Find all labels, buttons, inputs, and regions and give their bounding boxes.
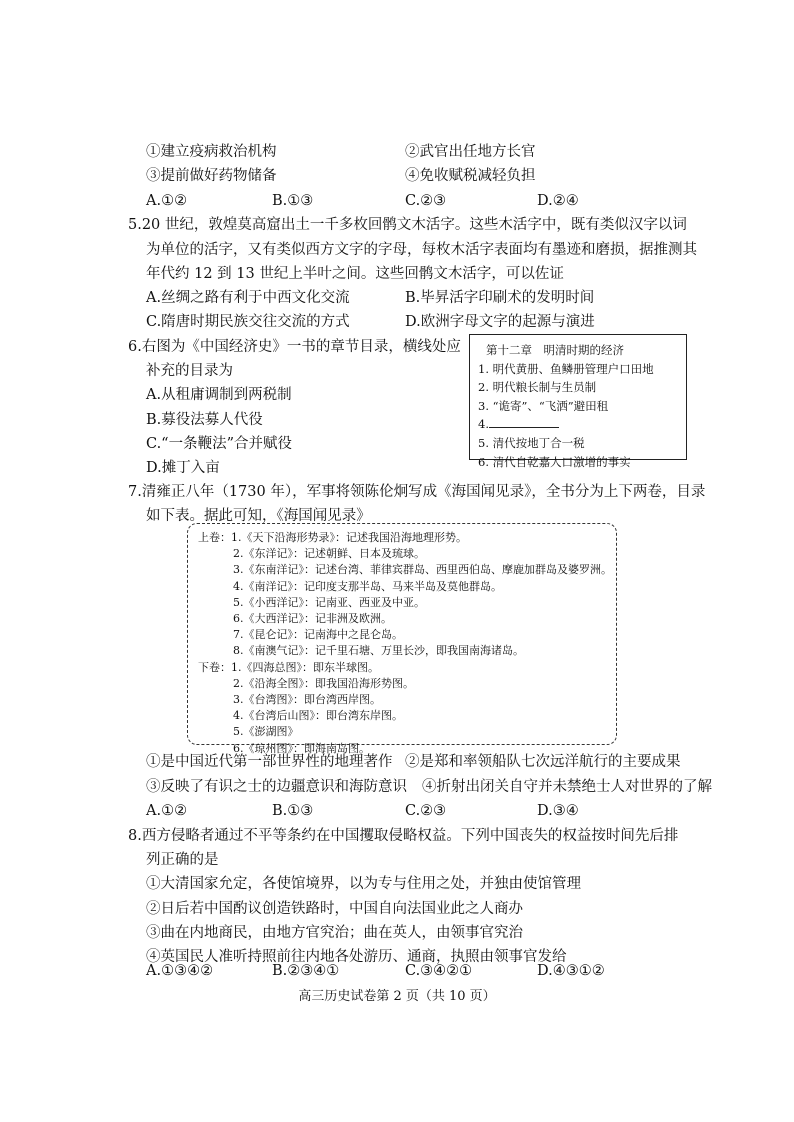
q5-stem-line-2: 为单位的活字，又有类似西方文字的字母，每枚木活字表面均有墨迹和磨损，据推测其 <box>146 242 697 258</box>
q6-stem-line-2: 补充的目录为 <box>146 363 233 379</box>
q6-stem-line-1: 6.右图为《中国经济史》一书的章节目录，横线处应 <box>128 339 461 355</box>
chapter-item-1: 1. 明代黄册、鱼鳞册管理户口田地 <box>478 361 654 376</box>
toc-row: 5.《澎湖图》 <box>233 725 299 739</box>
answer-blank <box>489 415 559 428</box>
q4-option-d: D.②④ <box>537 193 579 209</box>
chapter-item-2: 2. 明代粮长制与生员制 <box>478 380 597 395</box>
page-footer: 高三历史试卷第 2 页（共 10 页） <box>298 989 496 1004</box>
toc-row: 3.《台湾图》：即台湾西岸图。 <box>233 693 381 707</box>
q7-option-d: D.③④ <box>537 803 579 819</box>
q5-option-c: C.隋唐时期民族交往交流的方式 <box>146 314 350 330</box>
q4-item-2: ②武官出任地方长官 <box>405 144 536 160</box>
toc-row: 4.《台湾后山图》：即台湾东岸图。 <box>233 709 403 723</box>
q7-item-3: ③反映了有识之士的边疆意识和海防意识 <box>146 779 407 795</box>
chapter-item-5: 5. 清代按地丁合一税 <box>478 435 585 450</box>
q8-option-b: B.②③④① <box>272 963 340 979</box>
q8-stem-line-1: 8.西方侵略者通过不平等条约在中国攫取侵略权益。下列中国丧失的权益按时间先后排 <box>128 828 679 844</box>
toc-row: 4.《南洋记》：记印度支那半岛、马来半岛及莫他群岛。 <box>233 579 502 593</box>
q8-stem-line-2: 列正确的是 <box>146 852 219 868</box>
q6-option-b: B.募役法募人代役 <box>146 412 263 428</box>
haiguo-table-of-contents <box>187 523 617 755</box>
q8-option-a: A.①③④② <box>146 963 214 979</box>
toc-row: 5.《小西洋记》：记南亚、西亚及中亚。 <box>233 595 425 609</box>
q8-option-d: D.④③①② <box>537 963 605 979</box>
toc-row: 7.《昆仑记》：记南海中之昆仑岛。 <box>233 628 403 642</box>
chapter-item-3: 3. “诡寄”、“飞洒”避田租 <box>478 398 609 413</box>
q4-item-4: ④免收赋税减轻负担 <box>405 168 536 184</box>
q8-item-4: ④英国民人准听持照前往内地各处游历、通商，执照由领事官发给 <box>146 949 567 965</box>
q7-item-2: ②是郑和率领船队七次远洋航行的主要成果 <box>405 754 681 770</box>
q5-stem-line-1: 5.20 世纪，敦煌莫高窟出土一千多枚回鹘文木活字。这些木活字中，既有类似汉字以词 <box>128 217 687 233</box>
q6-option-d: D.摊丁入亩 <box>146 460 220 476</box>
toc-row: 2.《沿海全图》：即我国沿海形势图。 <box>233 676 414 690</box>
toc-row: 8.《南澳气记》：记千里石塘、万里长沙，即我国南海诸岛。 <box>233 644 524 658</box>
q6-option-a: A.从租庸调制到两税制 <box>146 387 292 403</box>
chapter-item-4-number: 4. <box>478 417 489 432</box>
chapter-item-4 <box>478 415 678 434</box>
toc-row: 上卷：1.《天下沿海形势录》：记述我国沿海地理形势。 <box>198 531 467 544</box>
q8-item-3: ③曲在内地商民，由地方官究治；曲在英人，由领事官究治 <box>146 925 523 941</box>
q4-item-1: ①建立疫病救治机构 <box>146 144 277 160</box>
q7-item-1: ①是中国近代第一部世界性的地理著作 <box>146 754 393 770</box>
q4-option-a: A.①② <box>146 193 188 209</box>
q7-option-c: C.②③ <box>405 803 447 819</box>
q4-item-3: ③提前做好药物储备 <box>146 168 277 184</box>
q7-option-b: B.①③ <box>272 803 314 819</box>
q6-option-c: C.“一条鞭法”合并赋役 <box>146 436 293 452</box>
chapter-contents-box <box>469 334 687 469</box>
q7-option-a: A.①② <box>146 803 188 819</box>
q8-option-c: C.③④②① <box>405 963 473 979</box>
q4-option-b: B.①③ <box>272 193 314 209</box>
q5-option-b: B.毕昇活字印刷术的发明时间 <box>405 290 595 306</box>
chapter-title: 第十二章 明清时期的经济 <box>486 343 624 357</box>
q5-option-a: A.丝绸之路有利于中西文化交流 <box>146 290 350 306</box>
q7-stem-line-2: 如下表。据此可知，《海国闻见录》 <box>146 508 371 524</box>
toc-row: 下卷：1.《四海总图》：即东半球图。 <box>198 660 379 674</box>
q4-option-c: C.②③ <box>405 193 447 209</box>
q5-option-d: D.欧洲字母文字的起源与演进 <box>405 314 595 330</box>
toc-row: 3.《东南洋记》：记述台湾、菲律宾群岛、西里西伯岛、摩鹿加群岛及婆罗洲。 <box>233 563 612 577</box>
chapter-item-6: 6. 清代自乾嘉人口激增的事实 <box>478 454 631 469</box>
q7-stem-line-1: 7.清雍正八年（1730 年），军事将领陈伦炯写成《海国闻见录》，全书分为上下两卷，目录 <box>128 484 706 500</box>
toc-row: 6.《大西洋记》：记非洲及欧洲。 <box>233 612 392 626</box>
toc-row: 6.《琼州图》：即海南岛图。 <box>233 741 370 755</box>
q8-item-2: ②日后若中国酌议创造铁路时，中国自向法国业此之人商办 <box>146 901 523 917</box>
toc-row: 2.《东洋记》：记述朝鲜、日本及琉球。 <box>233 547 425 561</box>
q7-item-4: ④折射出闭关自守并未禁绝士人对世界的了解 <box>422 779 712 795</box>
q8-item-1: ①大清国家允定，各使馆境界，以为专与住用之处，并独由使馆管理 <box>146 876 581 892</box>
q5-stem-line-3: 年代约 12 到 13 世纪上半叶之间。这些回鹘文木活字，可以佐证 <box>146 266 564 282</box>
